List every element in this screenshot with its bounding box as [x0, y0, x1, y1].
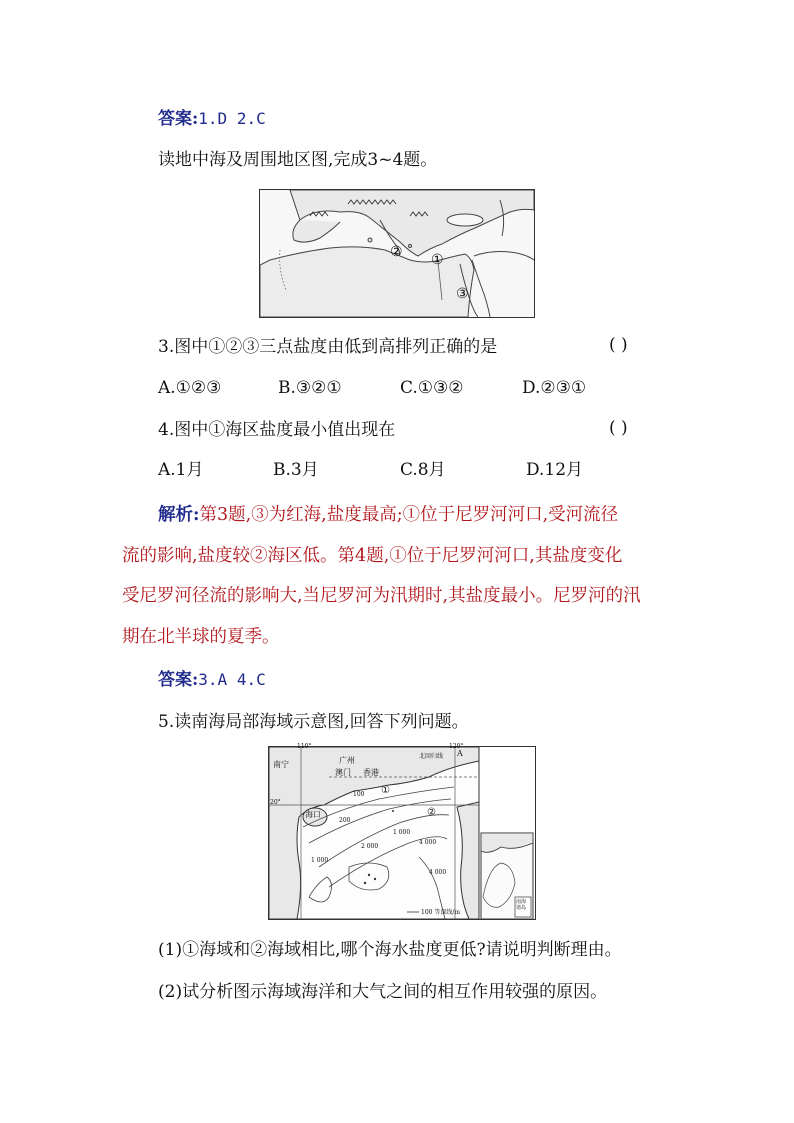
lat-label-20: 20°	[270, 799, 281, 806]
question-5-2: (2)试分析图示海域海洋和大气之间的相互作用较强的原因。	[158, 982, 608, 1002]
place-guangzhou: 广州	[339, 756, 355, 765]
answer-blank-4: ( )	[609, 418, 628, 438]
answer-line-2	[158, 668, 266, 692]
marker-2: ②	[390, 244, 403, 260]
explanation-line: 期在北半球的夏季。	[122, 626, 280, 647]
place-macau: 澳门	[335, 768, 351, 777]
answer-line-1	[158, 107, 266, 131]
intro-text: 读地中海及周围地区图,完成3~4题。	[158, 150, 438, 170]
explanation-line: 受尼罗河径流的影响大,当尼罗河为汛期时,其盐度最小。尼罗河的汛	[122, 586, 641, 606]
answer-label: 答案:	[158, 670, 199, 690]
option-d: D.12月	[526, 460, 584, 480]
lon-label-120: 120°	[449, 743, 464, 750]
explanation-label: 解析:	[158, 505, 200, 525]
option-c: C.①③②	[400, 378, 464, 398]
inset-label: 南海诸岛	[516, 899, 527, 911]
option-d: D.②③①	[522, 378, 587, 398]
legend-contour: 100 等深线/m	[421, 909, 461, 916]
explanation-line: 流的影响,盐度较②海区低。第4题,①位于尼罗河河口,其盐度变化	[122, 545, 623, 566]
depth-label: 1 000	[311, 857, 329, 864]
explanation-line: 解析:第3题,③为红海,盐度最高;①位于尼罗河河口,受河流径	[158, 505, 619, 525]
south-china-sea-map	[268, 743, 536, 920]
question-5-1: (1)①海域和②海域相比,哪个海水盐度更低?请说明判断理由。	[158, 940, 622, 960]
answer-label: 答案:	[158, 109, 199, 129]
options-4	[158, 458, 658, 482]
depth-label: 200	[339, 817, 351, 824]
option-b: B.3月	[273, 460, 319, 480]
sea-marker-2: ②	[427, 807, 436, 818]
place-nanning: 南宁	[273, 760, 289, 769]
option-c: C.8月	[400, 460, 446, 480]
mediterranean-map	[259, 189, 535, 318]
answer-blank-3: ( )	[609, 335, 628, 355]
question-4: 4.图中①海区盐度最小值出现在	[158, 420, 396, 440]
sea-marker-1: ①	[381, 785, 390, 796]
question-3: 3.图中①②③三点盐度由低到高排列正确的是	[158, 337, 498, 357]
depth-label: 100	[353, 791, 365, 798]
place-hongkong: 香港	[363, 768, 379, 777]
marker-3: ③	[456, 286, 469, 302]
depth-label: 2 000	[361, 843, 379, 850]
answer-value: 3.A 4.C	[198, 670, 266, 689]
explanation-block	[122, 495, 682, 657]
tropic-label: 北回归线	[419, 753, 444, 760]
option-a: A.1月	[158, 460, 204, 480]
depth-label: 4 000	[429, 869, 447, 876]
answer-value: 1.D 2.C	[198, 109, 266, 128]
option-a: A.①②③	[158, 378, 222, 398]
place-haikou: 海口	[305, 810, 321, 819]
options-3	[158, 376, 658, 400]
marker-a: A	[457, 749, 463, 758]
depth-label: 1 000	[393, 829, 411, 836]
lon-label-110: 110°	[297, 743, 312, 750]
depth-label: 4 000	[419, 839, 437, 846]
question-5: 5.读南海局部海域示意图,回答下列问题。	[158, 712, 469, 732]
marker-1: ①	[431, 252, 444, 268]
option-b: B.③②①	[278, 378, 342, 398]
